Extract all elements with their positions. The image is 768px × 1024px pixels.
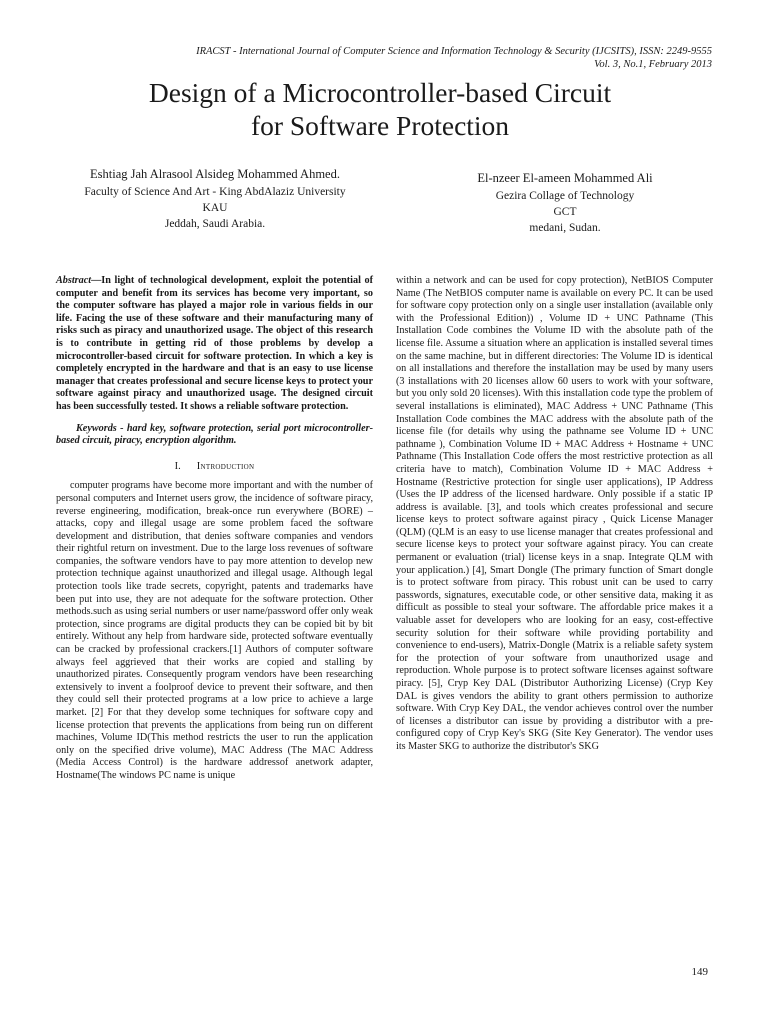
abstract-label: Abstract [56,275,92,286]
author-affiliation: Gezira Collage of Technology [495,190,635,202]
section-number: I. [174,460,181,472]
paper-title [60,76,700,142]
abstract [56,275,373,414]
right-column [396,275,713,754]
author-block-2 [390,170,740,236]
author-block-1 [40,166,390,232]
page-number: 149 [691,966,708,978]
title-line-1: Design of a Microcontroller-based Circuit [148,77,612,108]
author-affiliation-abbr: KAU [202,202,228,214]
author-affiliation: Faculty of Science And Art - King AbdAlaziz University [84,186,346,198]
intro-paragraph: computer programs have become more important and with the number of personal computers and Internet users grow, the incidence of software piracy, reverse engineering, modification, break-once run everywhere (BORE) – attacks, copy and illegal usage are some problem faced the software development and distribution, that denies software companies and vendors their rightful return on investment. Due to the large loss revenues of software companies, the software vendors have to pay more attention to develop new protection technique against unauthorized and illegal usage. Although legal protection tools like trade secrets, copyright, patents and trademarks have been put into use, they are not adequate for the software protection. Other methods.such as using serial numbers or user name/password offer only weak protection, since programs are digital products they can be copied bit by bit entirely. Without any help from hardware side, protected software eventually can be cracked by professional crackers.[1] Authors of computer software always feel aggrieved that their works are copied and stalling by unauthorized pirates. Consequently program vendors have been researching extensively to invent a foolproof device to prevent their software, and then they could sell their protected programs at a low price to achieve a large market. [2] For that they develop some techniques for software copy and license protection that prevents the applications from being run on different machines, Volume ID(This method restricts the user to run the application only on the specified drive volume), MAC Address (The MAC Address (Media Access Control) is the hardware addressof anetwork adapter, Hostname(The windows PC name is unique [56,480,373,781]
section-heading [56,461,373,474]
abstract-text: —In light of technological development, exploit the potential of computer and benefit from its services has become very important, so the computer software has played a major role in various fields in our life. Facing the use of these software and their manufacturing many of risks such as piracy and unauthorized usage. The object of this research is to contribute in getting rid of those problems by develop a microcontroller-based circuit for software protection. In which a key is completely encrypted in the hardware and that is an easy to use license manager that creates professional and secure license keys to protect your software against piracy and unauthorized usage. The designed circuit has been successfully tested. It shows a reliable software protection. [56,275,373,412]
journal-name: IRACST - International Journal of Computer Science and Information Technology & Security (IJCSITS), ISSN: 2249-9555 [196,46,712,57]
author-name: El-nzeer El-ameen Mohammed Ali [477,171,653,185]
keywords: Keywords - hard key, software protection, serial port microcontroller-based circuit, piracy, encryption algorithm. [56,422,373,447]
title-line-2: for Software Protection [250,110,510,141]
journal-volume: Vol. 3, No.1, February 2013 [594,59,712,70]
section-title: Introduction [196,460,255,472]
author-location: Jeddah, Saudi Arabia. [164,218,266,230]
author-name: Eshtiag Jah Alrasool Alsideg Mohammed Ahmed. [90,167,340,181]
left-column [56,275,373,783]
intro-paragraph-continued: within a network and can be used for copy protection), NetBIOS Computer Name (The NetBIOS computer name is available on every PC. It can be used for software copy protection only on a single user installation (available only with the Professional Edition)) , Volume ID + UNC Pathname (This Installation Code combines the Volume ID with the absolute path of the license file. Assume a situation where an application is installed several times on the same machine, but in different directories: The Volume ID is identical on all installations and therefore the installation may be used by many users (3 installations with 20 licenses allow 60 users to work with your software, but you only sold 20 licenses). With this installation code type the problem of several installations is eliminated), MAC Address + UNC Pathname (This Installation Code combines the MAC address with the absolute path of the license file (for details why using the pathname see Volume ID + UNC pathname ), Combination Volume ID + MAC Address + Hostname + UNC Pathname (This Installation Code offers the most restrictive protection as all criteria have to match), Combination Volume ID + MAC Address + Hostname (Restrictive protection for single user applications), IP Address (Uses the IP address of the licensed hardware. Only possible if a static IP address is available. [3], and tools which creates professional and secure license keys to protect software against piracy , Quick License Manager (QLM) (QLM is an easy to use license manager that creates professional and secure license keys to protect your software against piracy. You can create permanent or evaluation (trial) license keys in a snap. Integrate QLM with your application.) [4], Smart Dongle (The primary function of Smart dongle is to protect software from piracy. This robust unit can be used to carry passwords, signatures, executable code, or other sensitive data, making it as difficult as possible to steal your software. The affordable price makes it a valuable asset for developers who are looking for an easy, cost-effective security solution for their software while providing portability and convenience to end-users), Matrix-Dongle (Matrix is a reliable safety system for the protection of your software from unauthorized usage and reproduction. Whole purpose is to protect software licenses against software piracy. [5], Cryp Key DAL (Distributor Authorizing License) (Cryp Key DAL is gives vendors the ability to grant others permission to authorize software. With Cryp Key DAL, the vendor achieves control over the number of licenses a distributor can issue by providing a distributor with a pre-configured copy of Cryp Key's SKG (Site Key Generator). The vendor uses its Master SKG to authorize the distributor's SKG [396,275,713,752]
author-affiliation-abbr: GCT [553,206,577,218]
journal-header [52,45,712,71]
author-location: medani, Sudan. [529,222,601,234]
